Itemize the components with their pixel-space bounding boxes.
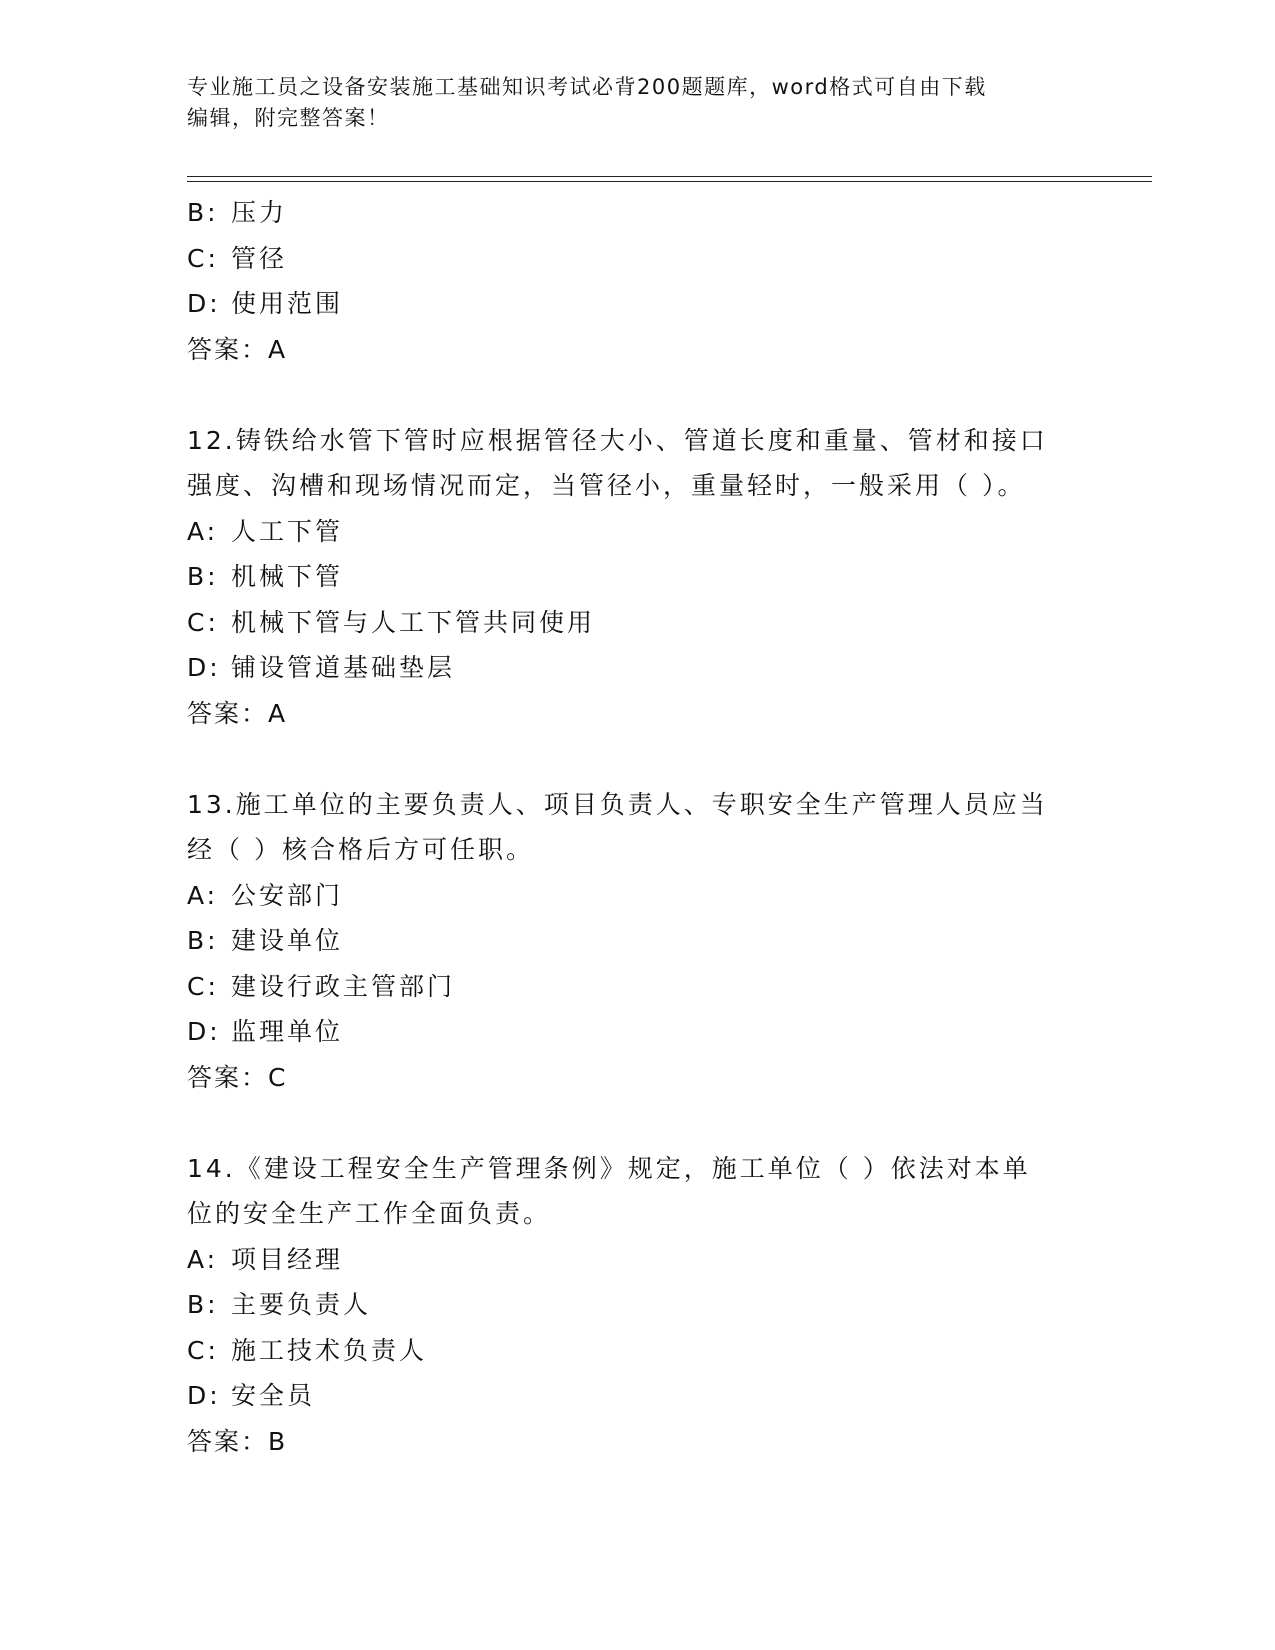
option-c	[187, 600, 1087, 646]
answer-line: 答案：A	[187, 698, 288, 728]
question-block	[187, 782, 1087, 1101]
spacer	[187, 1100, 1087, 1146]
option-letter: B:	[187, 926, 219, 955]
option-letter: C:	[187, 243, 219, 273]
question-block	[187, 418, 1087, 737]
option-d	[187, 281, 1087, 327]
option-a	[187, 509, 1087, 555]
option-text: 压力	[231, 198, 288, 227]
option-letter: B:	[187, 562, 219, 591]
option-text: 建设行政主管部门	[231, 971, 456, 1001]
option-letter: B:	[187, 198, 219, 227]
option-text: 铺设管道基础垫层	[231, 653, 456, 682]
option-text: 人工下管	[231, 516, 344, 546]
question-stem-line: 12.铸铁给水管下管时应根据管径大小、管道长度和重量、管材和接口	[187, 425, 1048, 455]
option-a	[187, 1237, 1087, 1283]
option-text: 使用范围	[231, 289, 344, 318]
answer-line: 答案：B	[187, 1426, 288, 1456]
option-letter: C:	[187, 607, 219, 637]
header-line-1: 专业施工员之设备安装施工基础知识考试必背200题题库，word格式可自由下载	[187, 75, 987, 99]
option-letter: A:	[187, 516, 219, 546]
document-header	[187, 72, 1087, 134]
option-letter: D:	[187, 289, 221, 318]
spacer	[187, 736, 1087, 782]
option-letter: C:	[187, 1335, 219, 1365]
option-b	[187, 918, 1087, 964]
option-a	[187, 873, 1087, 919]
option-letter: D:	[187, 1381, 221, 1410]
header-rule-top	[187, 176, 1152, 177]
question-stem-line: 经（ ）核合格后方可任职。	[187, 835, 534, 864]
option-letter: D:	[187, 653, 221, 682]
option-text: 公安部门	[231, 880, 344, 910]
option-b	[187, 554, 1087, 600]
question-stem-line: 强度、沟槽和现场情况而定，当管径小，重量轻时，一般采用（ ）。	[187, 471, 1026, 500]
question-block-continued	[187, 190, 1087, 372]
option-c	[187, 236, 1087, 282]
option-b	[187, 1282, 1087, 1328]
option-text: 项目经理	[231, 1244, 344, 1274]
option-letter: C:	[187, 971, 219, 1001]
header-line-2: 编辑，附完整答案！	[187, 106, 390, 130]
question-stem-line: 13.施工单位的主要负责人、项目负责人、专职安全生产管理人员应当	[187, 789, 1048, 819]
option-letter: A:	[187, 1244, 219, 1274]
option-text: 施工技术负责人	[231, 1335, 428, 1365]
answer-line: 答案：C	[187, 1062, 288, 1092]
option-b	[187, 190, 1087, 236]
option-text: 安全员	[231, 1381, 316, 1410]
spacer	[187, 372, 1087, 418]
option-d	[187, 645, 1087, 691]
option-text: 管径	[231, 243, 288, 273]
option-d	[187, 1009, 1087, 1055]
question-block	[187, 1146, 1087, 1465]
option-letter: A:	[187, 880, 219, 910]
option-text: 机械下管与人工下管共同使用	[231, 607, 596, 637]
answer-line: 答案：A	[187, 334, 288, 364]
question-list	[187, 190, 1087, 1464]
question-stem-line: 14.《建设工程安全生产管理条例》规定，施工单位（ ）依法对本单	[187, 1153, 1031, 1183]
option-text: 机械下管	[231, 562, 344, 591]
option-text: 主要负责人	[231, 1290, 372, 1319]
option-c	[187, 964, 1087, 1010]
header-rule-bottom	[187, 181, 1152, 182]
option-letter: B:	[187, 1290, 219, 1319]
option-letter: D:	[187, 1017, 221, 1046]
option-c	[187, 1328, 1087, 1374]
option-text: 监理单位	[231, 1017, 344, 1046]
option-d	[187, 1373, 1087, 1419]
option-text: 建设单位	[231, 926, 344, 955]
question-stem-line: 位的安全生产工作全面负责。	[187, 1199, 552, 1228]
